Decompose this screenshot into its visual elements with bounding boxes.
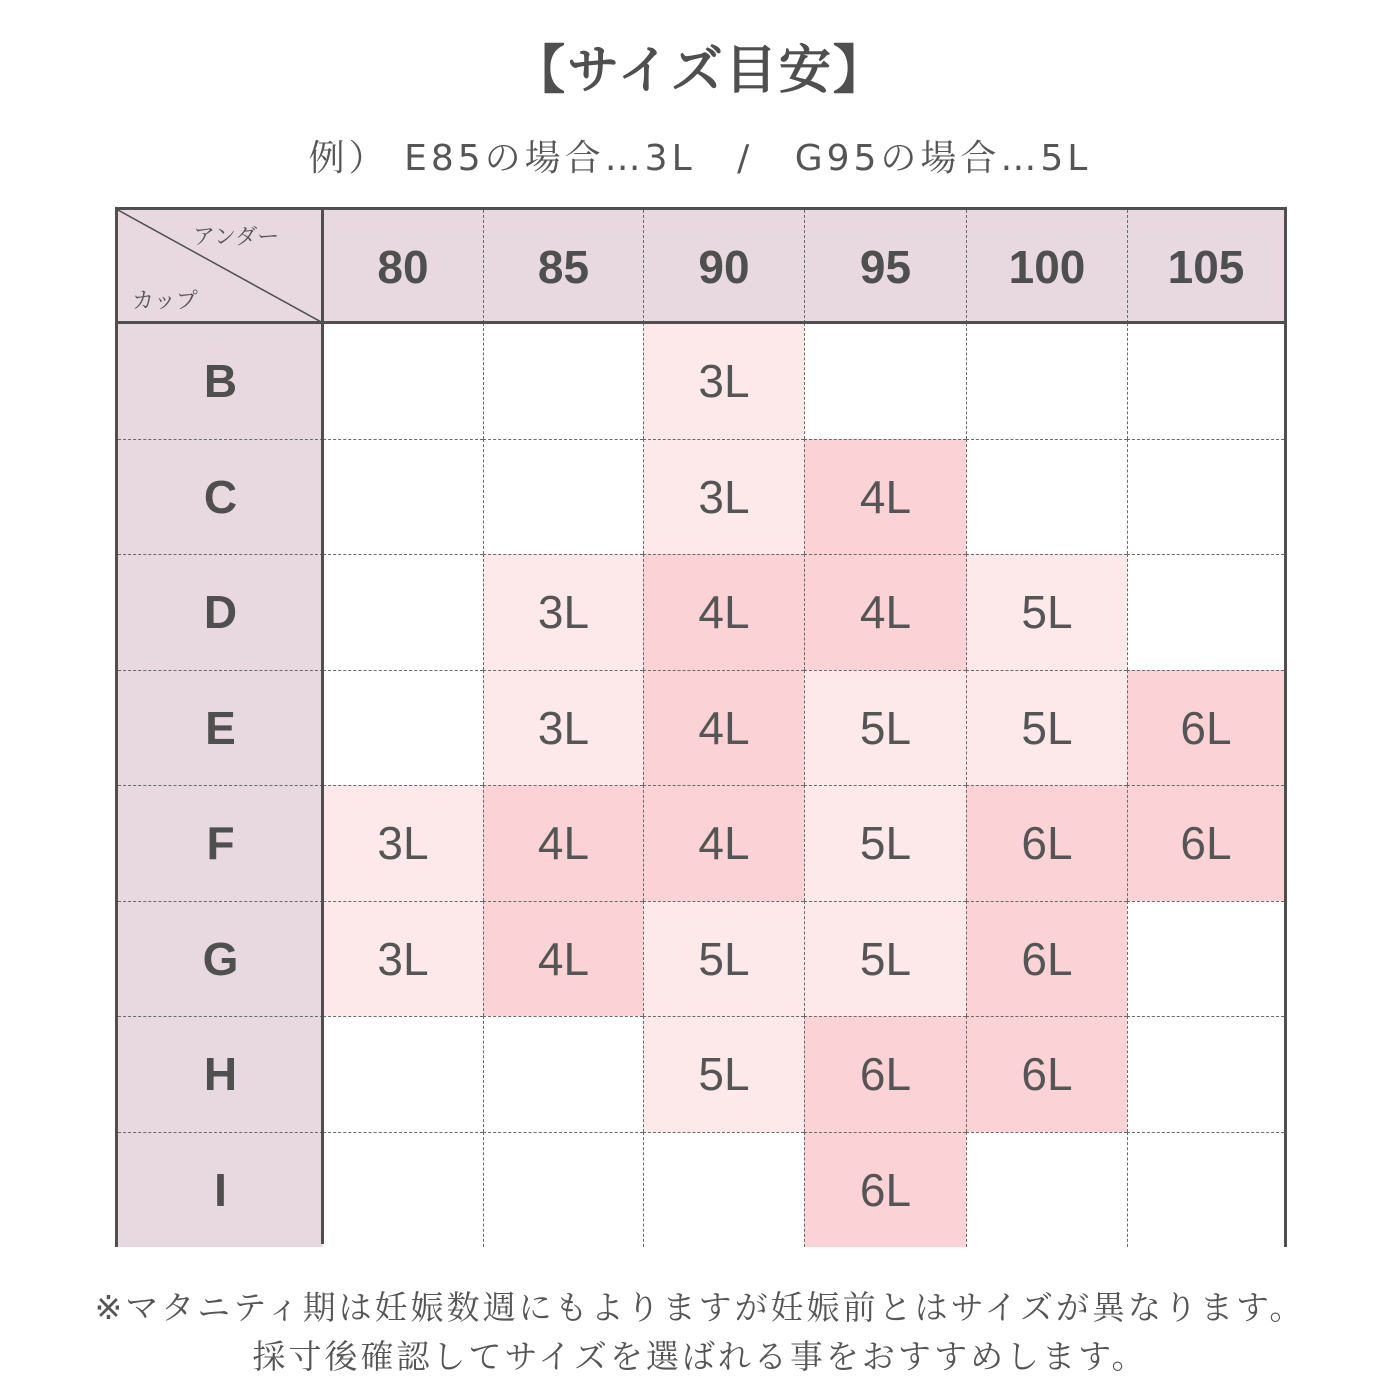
column-header-under: 105 bbox=[1127, 210, 1284, 323]
size-cell bbox=[804, 323, 966, 439]
size-cell: 5L bbox=[966, 670, 1127, 786]
size-cell: 4L bbox=[643, 554, 804, 670]
size-cell bbox=[483, 323, 643, 439]
size-cell bbox=[323, 439, 483, 555]
size-cell: 3L bbox=[323, 785, 483, 901]
size-cell: 6L bbox=[1127, 670, 1284, 786]
size-cell bbox=[643, 1132, 804, 1248]
size-cell bbox=[483, 1016, 643, 1132]
size-cell bbox=[1127, 1016, 1284, 1132]
column-header-under: 100 bbox=[966, 210, 1127, 323]
size-cell: 5L bbox=[643, 1016, 804, 1132]
example-case-1: E85の場合…3L bbox=[404, 138, 696, 179]
size-cell bbox=[323, 323, 483, 439]
column-header-under: 80 bbox=[323, 210, 483, 323]
size-cell: 5L bbox=[643, 901, 804, 1017]
row-header-cup: B bbox=[118, 323, 323, 439]
example-prefix: 例） bbox=[308, 138, 389, 179]
size-cell: 5L bbox=[804, 670, 966, 786]
size-cell: 3L bbox=[483, 670, 643, 786]
size-example bbox=[0, 130, 1400, 181]
size-cell bbox=[323, 1016, 483, 1132]
size-cell: 4L bbox=[483, 785, 643, 901]
row-header-cup: H bbox=[118, 1016, 323, 1132]
size-cell: 6L bbox=[1127, 785, 1284, 901]
header-column-divider bbox=[321, 210, 324, 1244]
row-header-cup: G bbox=[118, 901, 323, 1017]
size-cell: 3L bbox=[323, 901, 483, 1017]
size-cell: 6L bbox=[804, 1016, 966, 1132]
size-cell bbox=[1127, 323, 1284, 439]
size-cell: 6L bbox=[966, 1016, 1127, 1132]
size-cell bbox=[323, 554, 483, 670]
size-cell bbox=[483, 1132, 643, 1248]
size-cell bbox=[483, 439, 643, 555]
column-header-under: 95 bbox=[804, 210, 966, 323]
size-cell: 4L bbox=[643, 785, 804, 901]
size-chart-table bbox=[115, 207, 1287, 1247]
header-row-divider bbox=[118, 321, 1284, 324]
size-cell: 4L bbox=[483, 901, 643, 1017]
corner-cup-label: カップ bbox=[132, 289, 198, 314]
size-cell: 4L bbox=[804, 439, 966, 555]
size-cell: 4L bbox=[643, 670, 804, 786]
size-cell: 5L bbox=[804, 901, 966, 1017]
corner-under-label: アンダー bbox=[193, 225, 280, 250]
size-cell bbox=[1127, 1132, 1284, 1248]
row-header-cup: I bbox=[118, 1132, 323, 1248]
size-cell: 6L bbox=[966, 785, 1127, 901]
size-cell bbox=[323, 1132, 483, 1248]
size-cell bbox=[966, 1132, 1127, 1248]
size-cell bbox=[1127, 554, 1284, 670]
size-cell: 6L bbox=[804, 1132, 966, 1248]
size-cell bbox=[1127, 439, 1284, 555]
size-cell: 3L bbox=[643, 439, 804, 555]
size-cell bbox=[323, 670, 483, 786]
note-line-2: 採寸後確認してサイズを選ばれる事をおすすめします。 bbox=[252, 1337, 1148, 1376]
size-cell: 5L bbox=[966, 554, 1127, 670]
example-case-2: G95の場合…5L bbox=[794, 138, 1092, 179]
size-cell bbox=[966, 323, 1127, 439]
row-header-cup: F bbox=[118, 785, 323, 901]
size-cell: 3L bbox=[483, 554, 643, 670]
size-cell: 5L bbox=[804, 785, 966, 901]
row-header-cup: C bbox=[118, 439, 323, 555]
size-cell bbox=[1127, 901, 1284, 1017]
note-line-1: ※マタニティ期は妊娠数週にもよりますが妊娠前とはサイズが異なります。 bbox=[94, 1288, 1306, 1327]
row-header-cup: E bbox=[118, 670, 323, 786]
row-header-cup: D bbox=[118, 554, 323, 670]
column-header-under: 90 bbox=[643, 210, 804, 323]
size-cell bbox=[966, 439, 1127, 555]
size-cell: 3L bbox=[643, 323, 804, 439]
table-corner-header bbox=[118, 210, 323, 323]
example-separator: / bbox=[737, 138, 754, 179]
size-cell: 6L bbox=[966, 901, 1127, 1017]
page-title: 【サイズ目安】 bbox=[513, 41, 887, 101]
size-cell: 4L bbox=[804, 554, 966, 670]
column-header-under: 85 bbox=[483, 210, 643, 323]
